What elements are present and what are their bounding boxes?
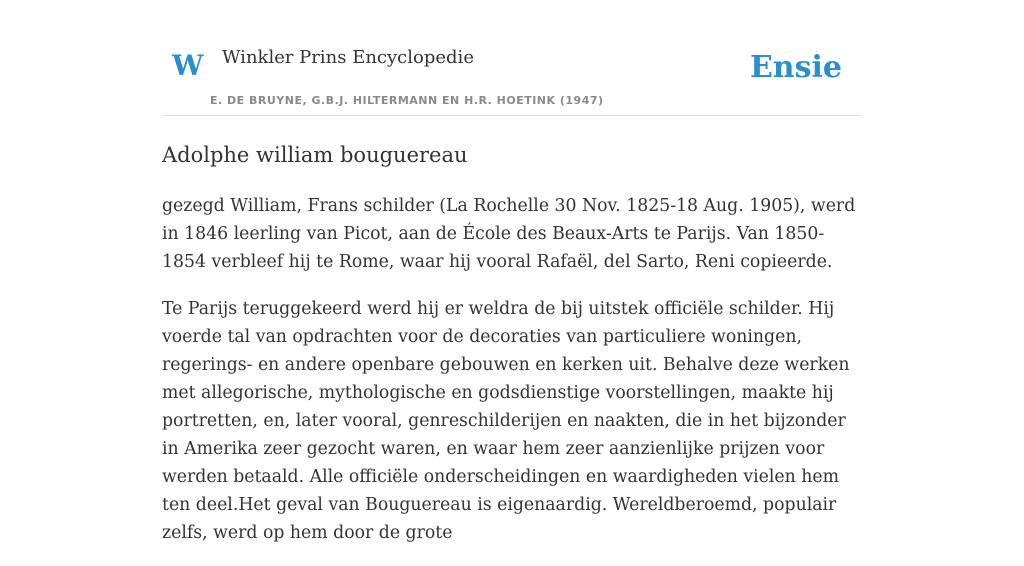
page-container (162, 0, 862, 543)
article-title: Adolphe william bouguereau (162, 143, 468, 167)
site-logo[interactable]: W (172, 49, 204, 82)
source-title[interactable]: Winkler Prins Encyclopedie (222, 47, 474, 68)
article-paragraph: gezegd William, Frans schilder (La Rochelle 30 Nov. 1825-18 Aug. 1905), werd in 1846 leerling van Picot, aan de École des Beaux-Arts te Parijs. Van 1850-1854 verbleef hij te Rome, waar hij vooral Rafaël, del Sarto, Reni copieerde. (162, 196, 856, 272)
brand-logo[interactable]: Ensie (749, 50, 842, 85)
article-body (162, 192, 864, 566)
article-paragraph: Te Parijs teruggekeerd werd hij er weldra de bij uitstek officiële schilder. Hij voerde tal van opdrachten voor de decoraties van particuliere woningen, regerings- en andere openbare gebouwen en kerken uit. Behalve deze werken met allegorische, mythologische en godsdienstige voorstellingen, maakte hij portretten, en, later vooral, genreschilderijen en naakten, die in het bijzonder in Amerika zeer gezocht waren, en waar hem zeer aanzienlijke prijzen voor werden betaald. Alle officiële onderscheidingen en waardigheden vielen hem ten deel.Het geval van Bouguereau is eigenaardig. Wereldberoemd, populair zelfs, werd op hem door de grote (162, 299, 850, 543)
source-authors: E. DE BRUYNE, G.B.J. HILTERMANN EN H.R. HOETINK (1947) (210, 94, 604, 107)
page-header (162, 0, 862, 116)
